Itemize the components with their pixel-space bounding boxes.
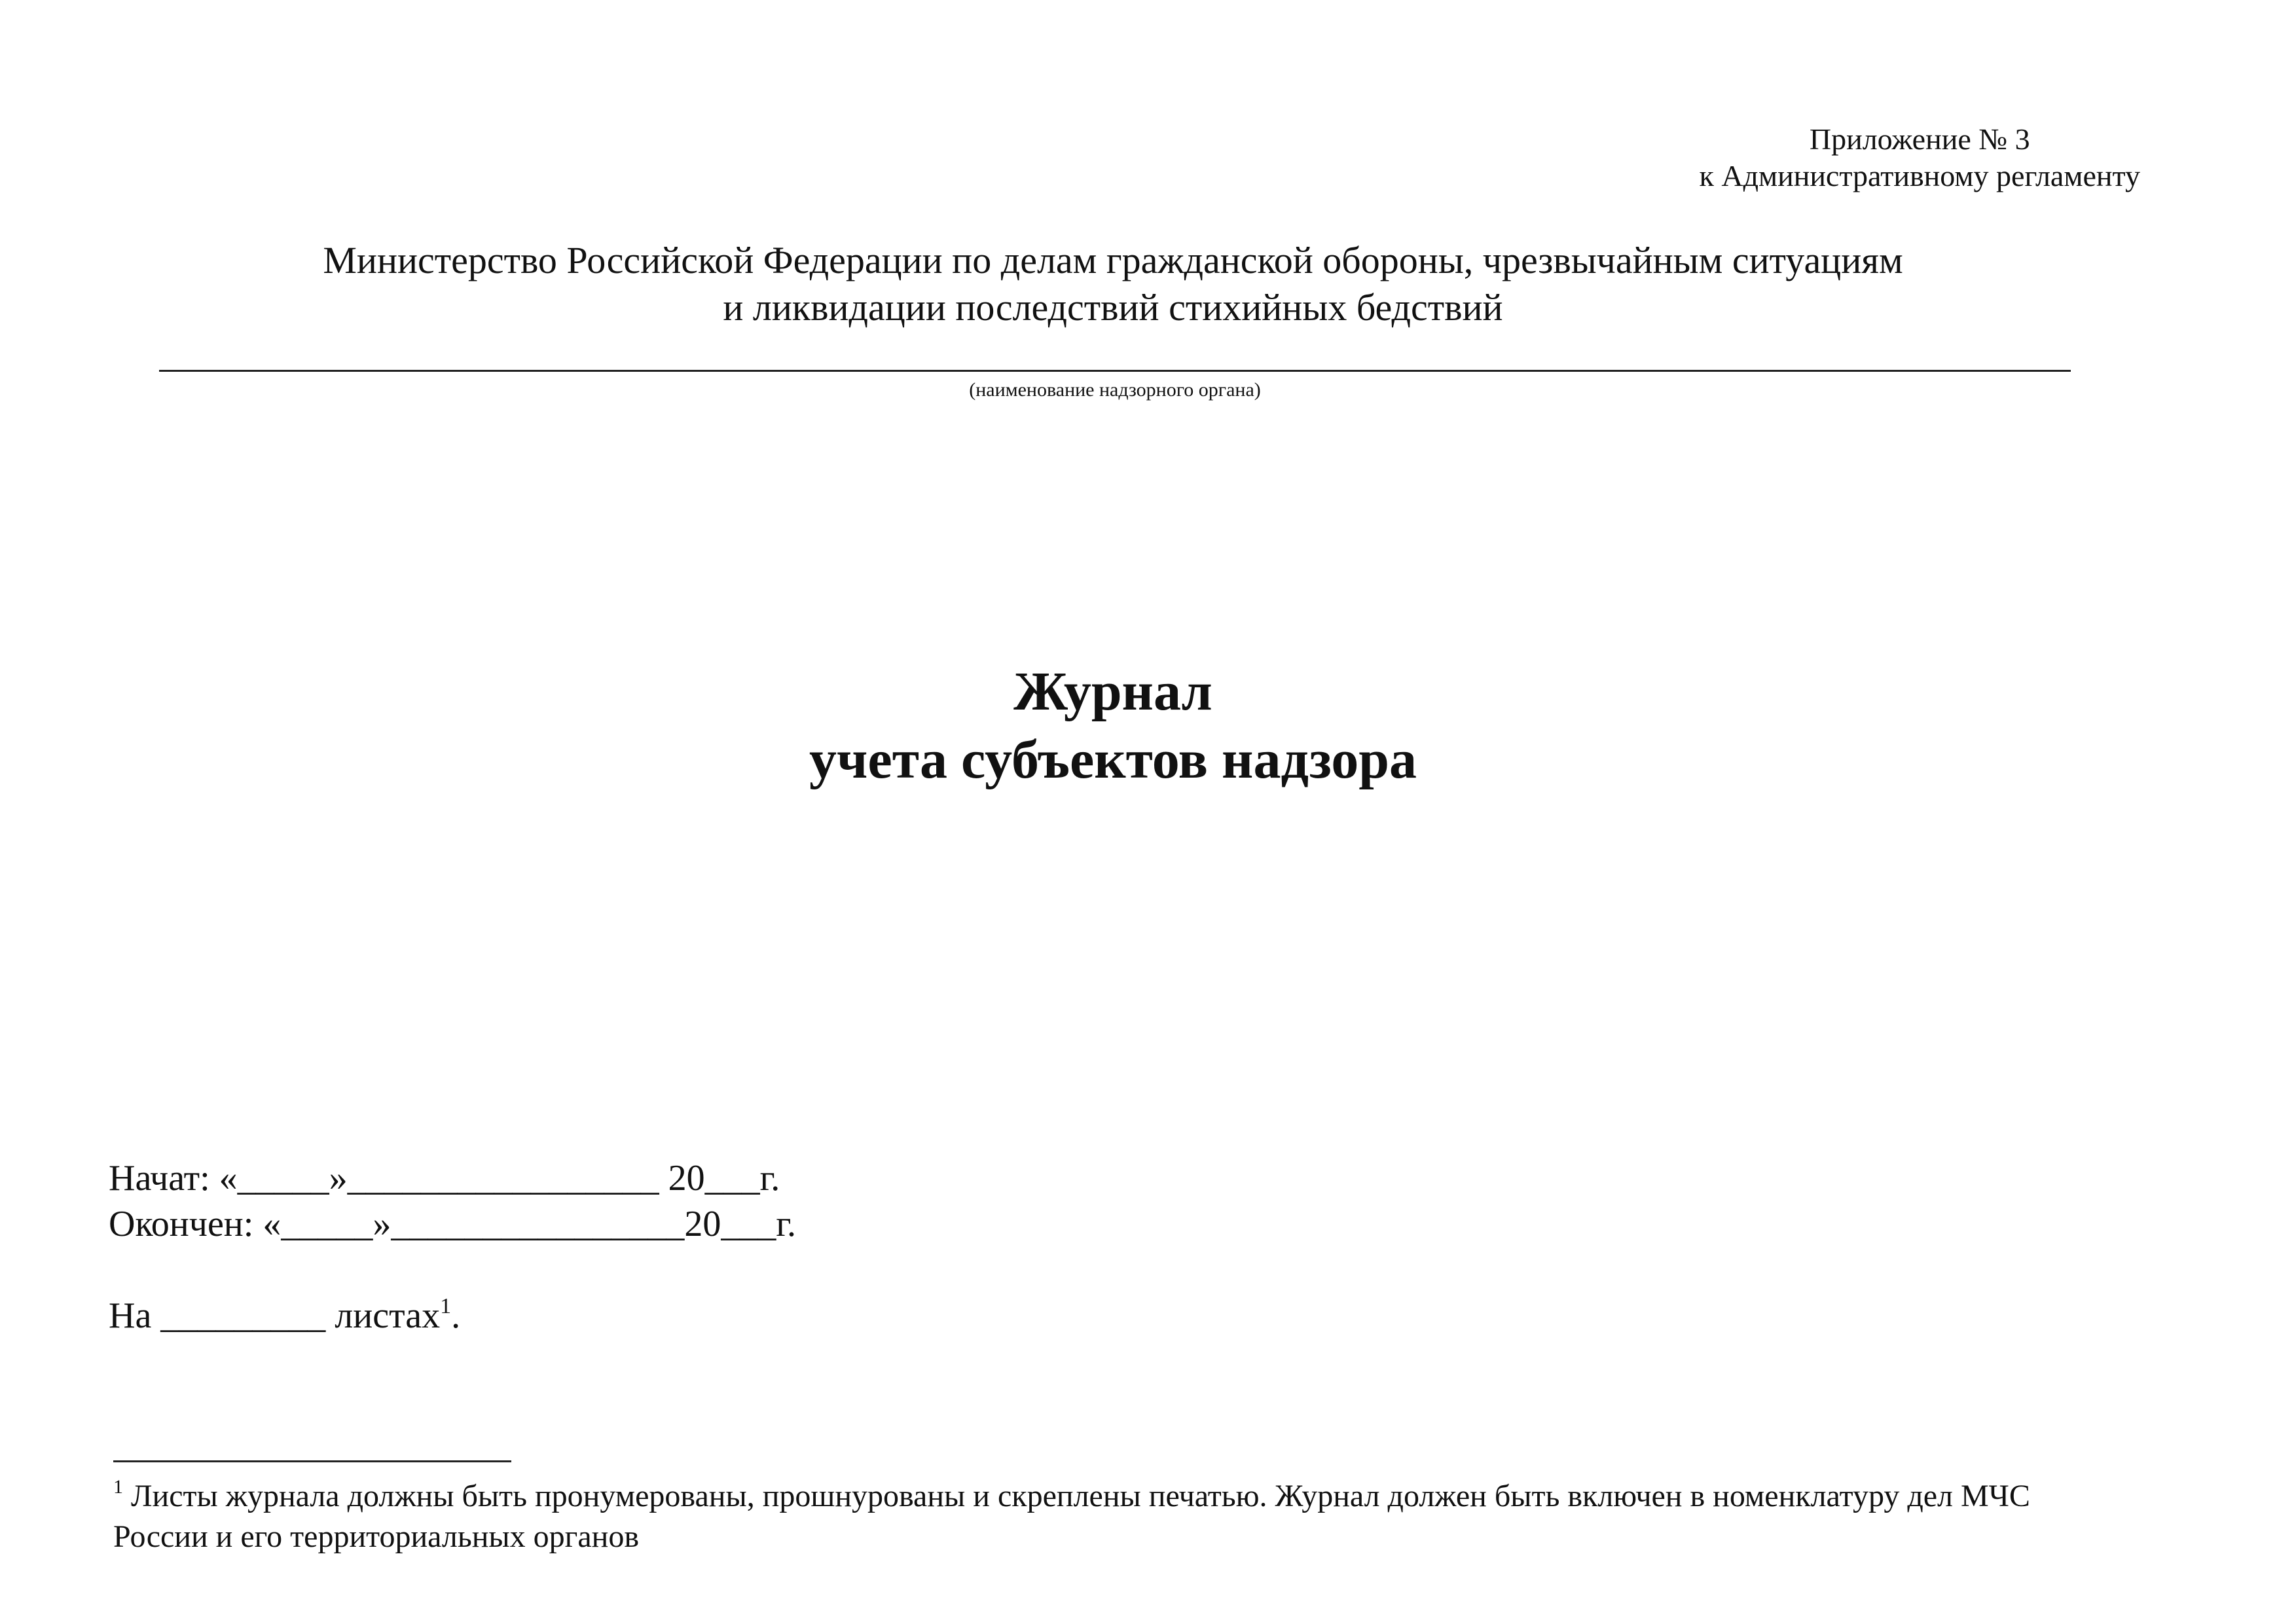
organ-name-rule bbox=[159, 370, 2071, 372]
ministry-name-line-2: и ликвидации последствий стихийных бедствий bbox=[723, 286, 1503, 329]
title-line-2: учета субъектов надзора bbox=[809, 729, 1417, 790]
ministry-name bbox=[0, 237, 2226, 331]
started-date-line: Начат: «_____»_________________ 20___г. bbox=[109, 1158, 780, 1199]
appendix-reference: к Административному регламенту bbox=[1699, 159, 2140, 192]
title-line-1: Журнал bbox=[1013, 661, 1212, 722]
ended-date-line: Окончен: «_____»________________20___г. bbox=[109, 1204, 796, 1244]
journal-dates bbox=[109, 1155, 796, 1247]
footnote-reference: 1 bbox=[440, 1294, 452, 1318]
ministry-name-line-1: Министерство Российской Федерации по делам гражданской обороны, чрезвычайным ситуациям bbox=[323, 239, 1903, 281]
organ-name-caption: (наименование надзорного органа) bbox=[969, 379, 1261, 401]
sheets-count-text: На _________ листах bbox=[109, 1295, 441, 1336]
sheets-count-line bbox=[109, 1293, 460, 1339]
footnote-separator bbox=[113, 1460, 511, 1462]
footnote-marker: 1 bbox=[113, 1476, 123, 1498]
document-title bbox=[0, 658, 2226, 794]
appendix-number: Приложение № 3 bbox=[1809, 122, 2030, 156]
footnote bbox=[113, 1476, 2104, 1557]
sheets-count-period: . bbox=[451, 1295, 461, 1336]
appendix-header bbox=[1700, 121, 2141, 194]
footnote-text: Листы журнала должны быть пронумерованы, прошнурованы и скреплены печатью. Журнал должен быть включен в номенклатуру дел МЧС России и его территориальных органов bbox=[113, 1479, 2030, 1554]
